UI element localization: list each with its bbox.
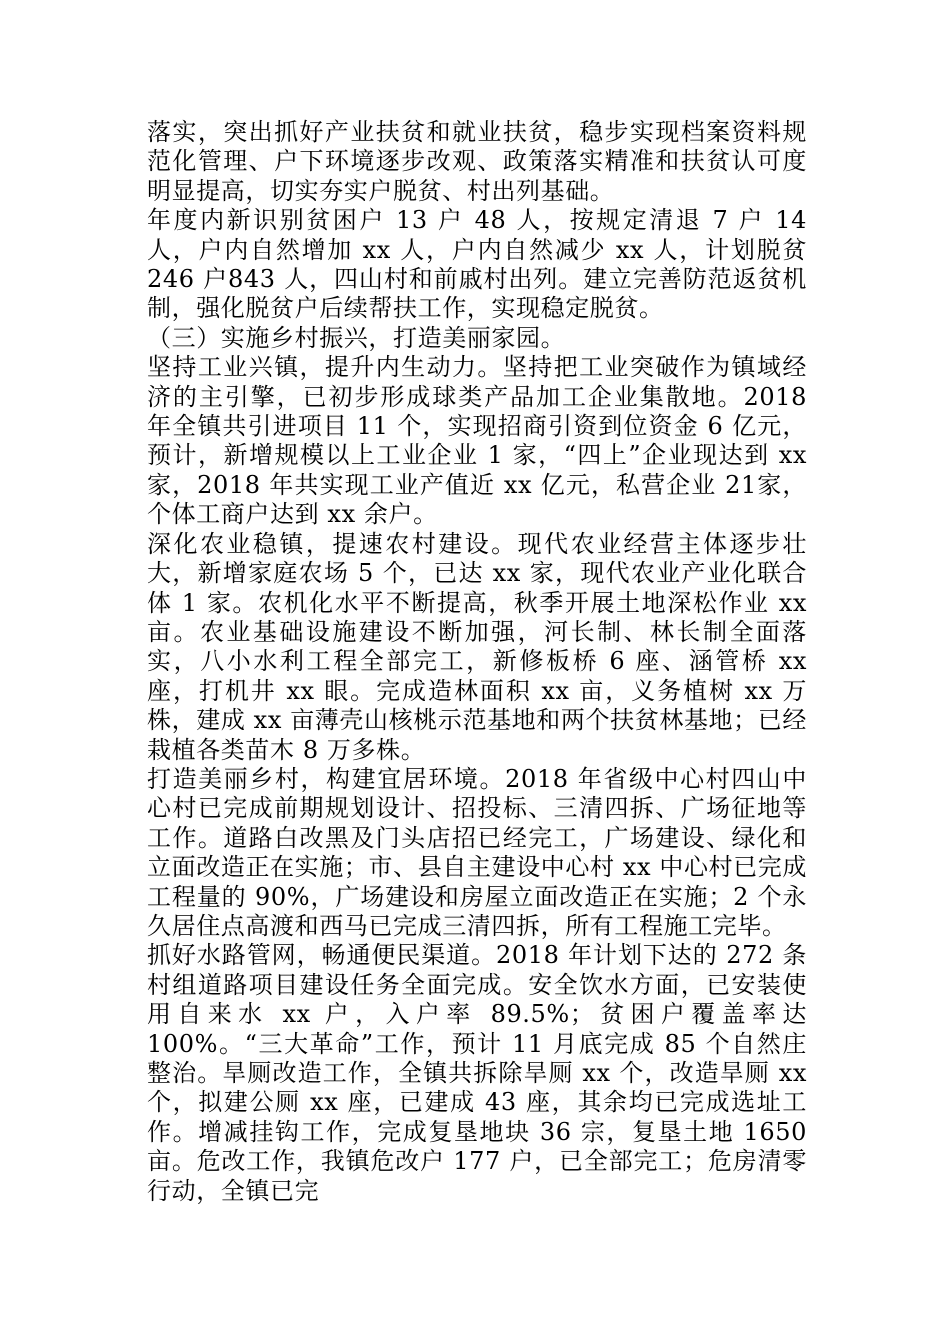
paragraph-2: 年度内新识别贫困户 13 户 48 人，按规定清退 7 户 14 人，户内自然增加 xx 人，户内自然减少 xx 人，计划脱贫 246 户843 人，四山村和前戚村出列。建立完善防范返贫机制，强化脱贫户后续帮扶工作，实现稳定脱贫。 (147, 206, 807, 323)
paragraph-industry: 坚持工业兴镇，提升内生动力。坚持把工业突破作为镇域经济的主引擎，已初步形成球类产品加工企业集散地。2018 年全镇共引进项目 11 个，实现招商引资到位资金 6 亿元，预计，新增规模以上工业企业 1 家，“四上”企业现达到 xx 家，2018 年共实现工业产值近 xx 亿元，私营企业 21家，个体工商户达到 xx 余户。 (147, 353, 807, 529)
paragraph-agriculture: 深化农业稳镇，提速农村建设。现代农业经营主体逐步壮大，新增家庭农场 5 个，已达 xx 家，现代农业产业化联合体 1 家。农机化水平不断提高，秋季开展土地深松作业 xx亩。农业基础设施建设不断加强，河长制、林长制全面落实，八小水利工程全部完工，新修板桥 6 座、涵管桥 xx 座，打机井 xx 眼。完成造林面积 xx 亩，义务植树 xx 万株，建成 xx 亩薄壳山核桃示范基地和两个扶贫林基地；已经栽植各类苗木 8 万多株。 (147, 529, 807, 764)
paragraph-1: 落实，突出抓好产业扶贫和就业扶贫，稳步实现档案资料规范化管理、户下环境逐步改观、政策落实精准和扶贫认可度明显提高，切实夯实户脱贫、村出列基础。 (147, 118, 807, 205)
document-page (147, 118, 807, 1206)
section-heading: （三）实施乡村振兴，打造美丽家园。 (147, 323, 566, 352)
paragraph-village: 打造美丽乡村，构建宜居环境。2018 年省级中心村四山中心村已完成前期规划设计、招投标、三清四拆、广场征地等工作。道路白改黑及门头店招已经完工，广场建设、绿化和立面改造正在实施；市、县自主建设中心村 xx 中心村已完成工程量的 90%，广场建设和房屋立面改造正在实施；2 个永久居住点高渡和西马已完成三清四拆，所有工程施工完毕。 (147, 764, 807, 940)
paragraph-infrastructure: 抓好水路管网，畅通便民渠道。2018 年计划下达的 272 条村组道路项目建设任务全面完成。安全饮水方面，已安装使用自来水 xx 户，入户率 89.5%；贫困户覆盖率达 100%。“三大革命”工作，预计 11 月底完成 85 个自然庄整治。旱厕改造工作，全镇共拆除旱厕 xx 个，改造旱厕 xx 个，拟建公厕 xx 座，已建成 43 座，其余均已完成选址工作。增减挂钩工作，完成复垦地块 36 宗，复垦土地 1650 亩。危改工作，我镇危改户 177 户，已全部完工；危房清零行动，全镇已完 (147, 941, 807, 1205)
